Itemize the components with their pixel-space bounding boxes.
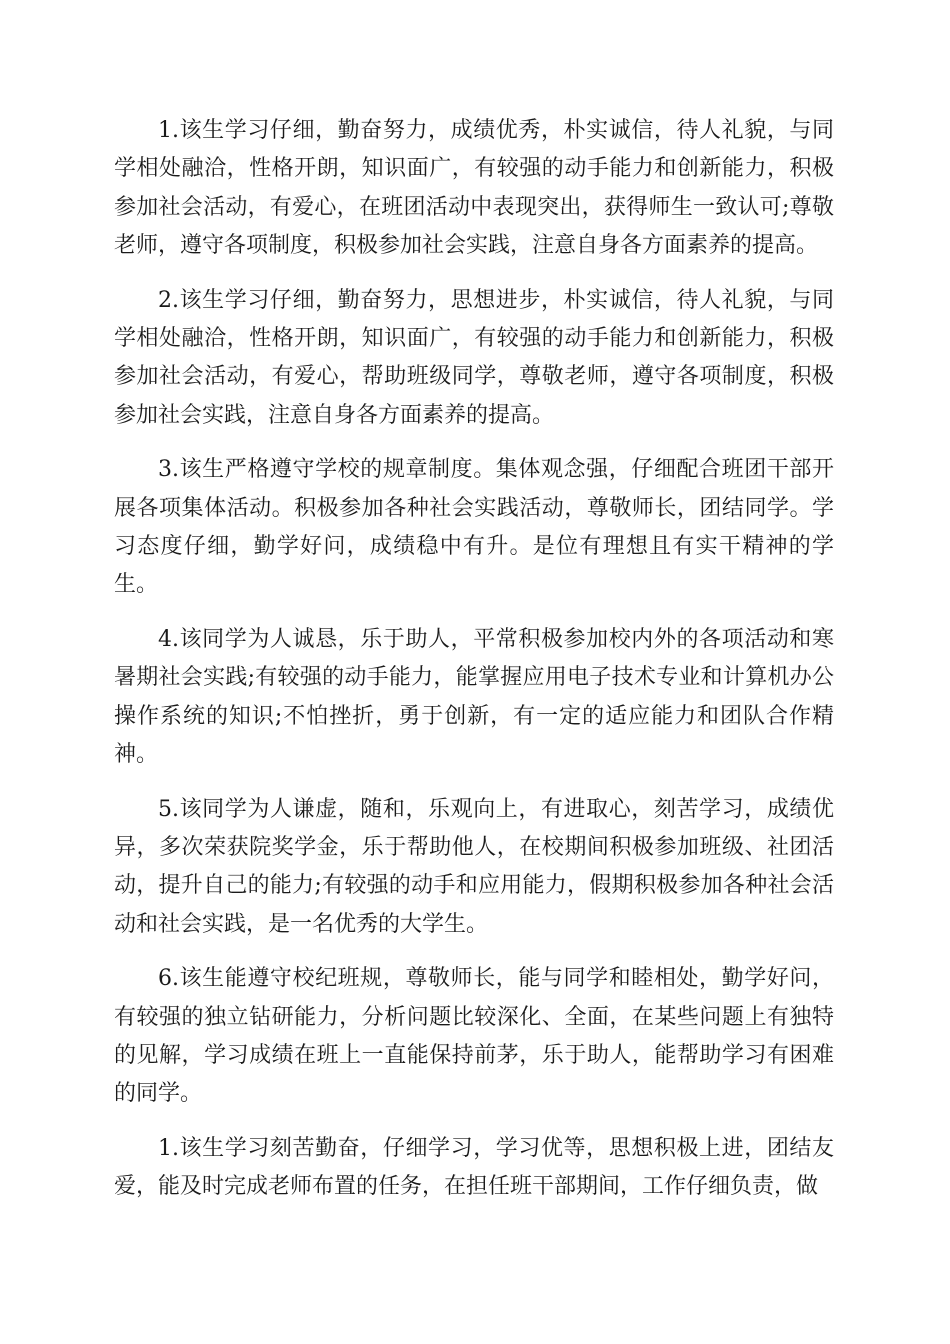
paragraph-6: 6.该生能遵守校纪班规，尊敬师长，能与同学和睦相处，勤学好问，有较强的独立钻研能力，分析问题比较深化、全面，在某些问题上有独特的见解，学习成绩在班上一直能保持前茅，乐于助人，能帮助学习有困难的同学。	[114, 966, 834, 1107]
document-body	[114, 112, 834, 1223]
paragraph-2: 2.该生学习仔细，勤奋努力，思想进步，朴实诚信，待人礼貌，与同学相处融洽，性格开朗，知识面广，有较强的动手能力和创新能力，积极参加社会活动，有爱心，帮助班级同学，尊敬老师，遵守各项制度，积极参加社会实践，注意自身各方面素养的提高。	[114, 287, 834, 428]
paragraph-1: 1.该生学习仔细，勤奋努力，成绩优秀，朴实诚信，待人礼貌，与同学相处融洽，性格开朗，知识面广，有较强的动手能力和创新能力，积极参加社会活动，有爱心，在班团活动中表现突出，获得师生一致认可;尊敬老师，遵守各项制度，积极参加社会实践，注意自身各方面素养的提高。	[114, 118, 834, 259]
paragraph-5: 5.该同学为人谦虚，随和，乐观向上，有进取心，刻苦学习，成绩优异，多次荣获院奖学金，乐于帮助他人，在校期间积极参加班级、社团活动，提升自己的能力;有较强的动手和应用能力，假期积极参加各种社会活动和社会实践，是一名优秀的大学生。	[114, 796, 834, 937]
paragraph-4: 4.该同学为人诚恳，乐于助人，平常积极参加校内外的各项活动和寒暑期社会实践;有较强的动手能力，能掌握应用电子技术专业和计算机办公操作系统的知识;不怕挫折，勇于创新，有一定的适应能力和团队合作精神。	[114, 626, 834, 768]
paragraph-3: 3.该生严格遵守学校的规章制度。集体观念强，仔细配合班团干部开展各项集体活动。积极参加各种社会实践活动，尊敬师长，团结同学。学习态度仔细，勤学好问，成绩稳中有升。是位有理想且有实干精神的学生。	[114, 457, 834, 598]
paragraph-7: 1.该生学习刻苦勤奋，仔细学习，学习优等，思想积极上进，团结友爱，能及时完成老师布置的任务，在担任班干部期间，工作仔细负责，做	[114, 1135, 834, 1200]
